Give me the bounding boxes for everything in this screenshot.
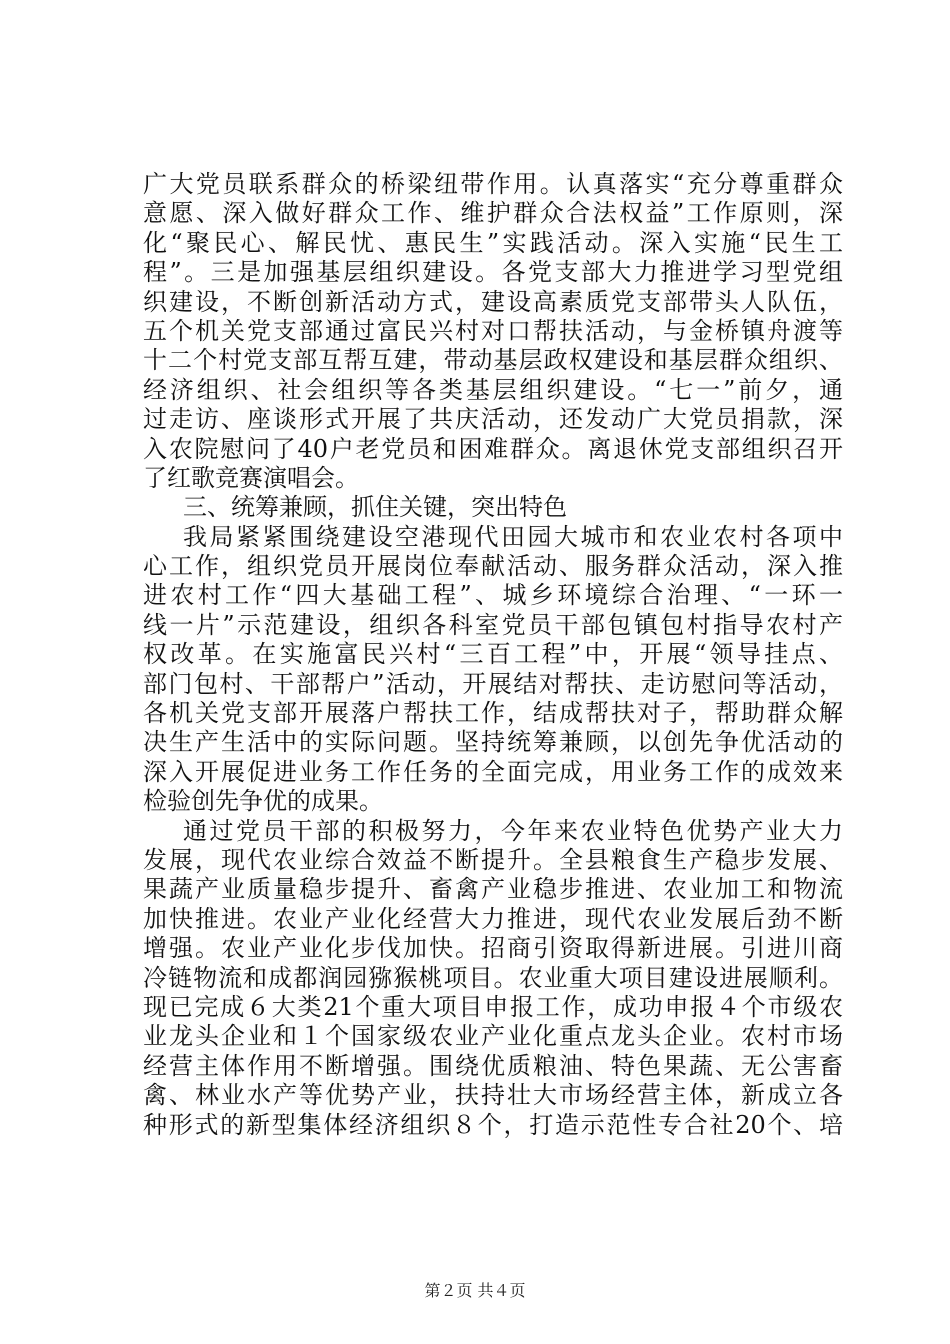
text-line: 心工作，组织党员开展岗位奉献活动、服务群众活动，深入推 [143,552,843,581]
text-line: 广大党员联系群众的桥梁纽带作用。认真落实“充分尊重群众 [143,170,843,198]
text-line: 我局紧紧围绕建设空港现代田园大城市和农业农村各项中 [183,522,843,551]
text-line: 经济组织、社会组织等各类基层组织建设。“七一”前夕，通 [143,375,843,404]
text-line: 各机关党支部开展落户帮扶工作，结成帮扶对子，帮助群众解 [143,699,843,728]
text-line: 通过党员干部的积极努力，今年来农业特色优势产业大力 [183,816,843,845]
text-line: 增强。农业产业化步伐加快。招商引资取得新进展。引进川商 [143,934,843,963]
text-line: 意愿、深入做好群众工作、维护群众合法权益”工作原则，深 [143,199,843,228]
text-line: 禽、林业水产等优势产业，扶持壮大市场经营主体，新成立各 [143,1081,843,1110]
text-line: 五个机关党支部通过富民兴村对口帮扶活动，与金桥镇舟渡等 [143,316,843,345]
text-line: 冷链物流和成都润园猕猴桃项目。农业重大项目建设进展顺利。 [143,963,843,992]
paragraph [143,817,843,1140]
document-body [143,170,843,1140]
text-line: 化“聚民心、解民忧、惠民生”实践活动。深入实施“民生工 [143,228,843,257]
text-line: 经营主体作用不断增强。围绕优质粮油、特色果蔬、无公害畜 [143,1051,843,1080]
text-line: 十二个村党支部互帮互建，带动基层政权建设和基层群众组织、 [143,346,843,375]
text-line: 果蔬产业质量稳步提升、畜禽产业稳步推进、农业加工和物流 [143,875,843,904]
text-line: 程”。三是加强基层组织建设。各党支部大力推进学习型党组 [143,258,843,287]
text-line: 过走访、座谈形式开展了共庆活动，还发动广大党员捐款，深 [143,405,843,434]
text-line: 部门包村、干部帮户”活动，开展结对帮扶、走访慰问等活动， [143,669,843,698]
text-line: 深入开展促进业务工作任务的全面完成，用业务工作的成效来 [143,757,843,786]
text-line: 进农村工作“四大基础工程”、城乡环境综合治理、“一环一 [143,581,843,610]
text-line: 了红歌竞赛演唱会。 [143,463,359,492]
text-line: 现已完成６大类21个重大项目申报工作，成功申报４个市级农 [143,992,843,1021]
text-line: 线一片”示范建设，组织各科室党员干部包镇包村指导农村产 [143,610,843,639]
text-line: 检验创先争优的成果。 [143,787,383,816]
section-heading [143,493,843,522]
text-line: 决生产生活中的实际问题。坚持统筹兼顾，以创先争优活动的 [143,728,843,757]
paragraph [143,170,843,493]
text-line: 发展，现代农业综合效益不断提升。全县粮食生产稳步发展、 [143,845,843,874]
text-line: 织建设，不断创新活动方式，建设高素质党支部带头人队伍， [143,287,843,316]
text-line: 入农院慰问了40户老党员和困难群众。离退休党支部组织召开 [143,434,843,463]
text-line: 业龙头企业和１个国家级农业产业化重点龙头企业。农村市场 [143,1022,843,1051]
text-line: 种形式的新型集体经济组织８个，打造示范性专合社20个、培 [143,1110,843,1139]
text-line: 三、统筹兼顾，抓住关键，突出特色 [183,493,567,522]
paragraph [143,523,843,817]
text-line: 权改革。在实施富民兴村“三百工程”中，开展“领导挂点、 [143,640,843,669]
page-footer: 第２页 共４页 [424,1281,526,1300]
text-line: 加快推进。农业产业化经营大力推进，现代农业发展后劲不断 [143,904,843,933]
